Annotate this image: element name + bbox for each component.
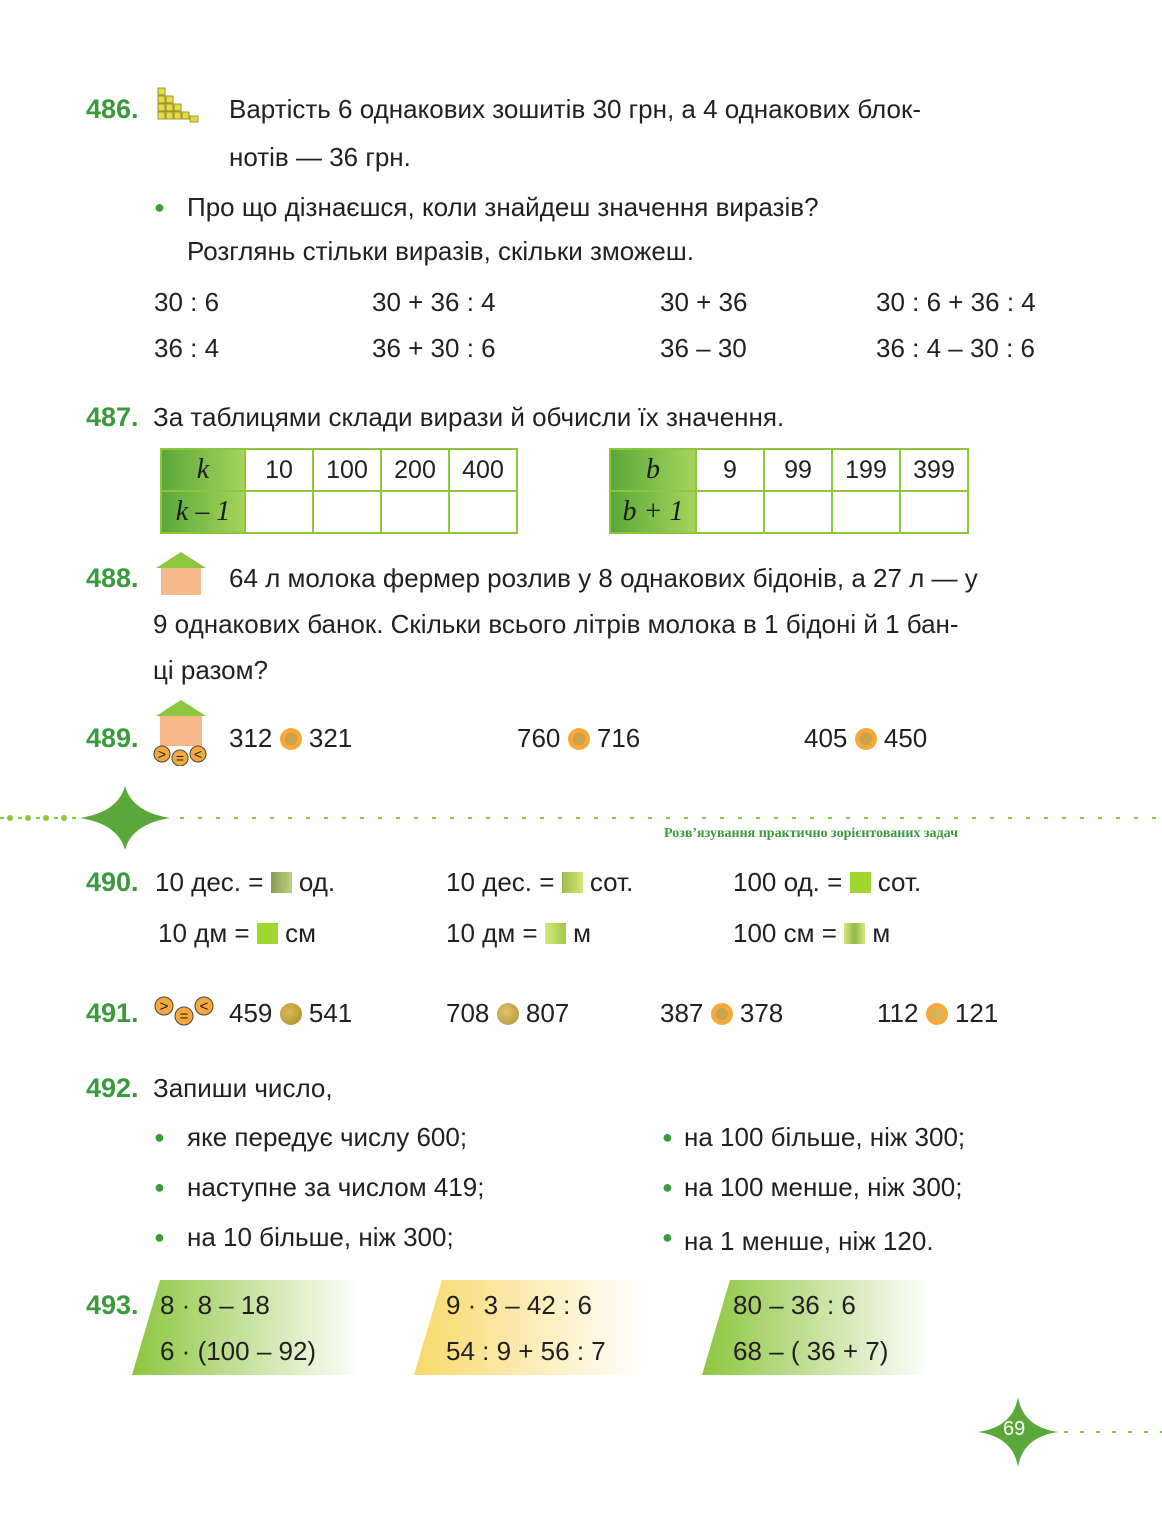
ex486-instruction: Розглянь стільки виразів, скільки зможеш. <box>187 236 694 266</box>
table-header-k: k <box>161 449 245 491</box>
task-item: яке передує числу 600; <box>187 1122 468 1152</box>
exercise-number-487: 487. <box>86 402 139 432</box>
answer-cell[interactable] <box>245 491 313 533</box>
compare-house-icon <box>150 698 212 766</box>
expression: 80 – 36 : 6 <box>733 1290 856 1320</box>
answer-box[interactable] <box>257 923 278 944</box>
task-item: на 10 більше, ніж 300; <box>187 1222 454 1252</box>
table-header-k-minus-1: k – 1 <box>161 491 245 533</box>
ex488-line3: ці разом? <box>153 655 268 685</box>
ex492-text: Запиши число, <box>153 1073 333 1103</box>
bullet-icon: ● <box>662 1227 673 1247</box>
exercise-number-490: 490. <box>86 867 139 897</box>
conversion-item: 10 дес. = од. <box>155 867 336 897</box>
ex486-question: Про що дізнаєшся, коли знайдеш значення виразів? <box>187 192 819 222</box>
expression: 54 : 9 + 56 : 7 <box>446 1336 606 1366</box>
compare-placeholder[interactable] <box>497 1003 519 1025</box>
expression: 30 : 6 + 36 : 4 <box>876 287 1036 317</box>
exercise-number-492: 492. <box>86 1073 139 1103</box>
table-cell: 9 <box>696 449 764 491</box>
table-b <box>609 448 969 534</box>
compare-placeholder[interactable] <box>568 728 590 750</box>
ex487-text: За таблицями склади вирази й обчисли їх значення. <box>153 402 785 432</box>
ex488-line1: 64 л молока фермер розлив у 8 однакових бідонів, а 27 л — у <box>229 563 978 593</box>
task-item: на 1 менше, ніж 120. <box>684 1226 934 1256</box>
conversion-item: 100 см = м <box>733 918 891 948</box>
expression: 9 · 3 – 42 : 6 <box>446 1290 592 1320</box>
expression: 6 · (100 – 92) <box>160 1336 317 1366</box>
comparison-pair: 708 807 <box>446 998 570 1028</box>
expression: 36 : 4 – 30 : 6 <box>876 333 1036 363</box>
exercise-number-489: 489. <box>86 723 139 753</box>
house-icon <box>152 550 210 596</box>
table-cell: 99 <box>764 449 832 491</box>
compare-placeholder[interactable] <box>280 1003 302 1025</box>
answer-box[interactable] <box>844 923 865 944</box>
svg-text:=: = <box>179 1008 189 1025</box>
comparison-pair: 459 541 <box>229 998 353 1028</box>
exercise-number-486: 486. <box>86 94 139 124</box>
answer-cell[interactable] <box>381 491 449 533</box>
task-item: на 100 більше, ніж 300; <box>684 1122 966 1152</box>
task-item: на 100 менше, ніж 300; <box>684 1172 963 1202</box>
bullet-icon: ● <box>154 197 165 217</box>
expression: 30 + 36 : 4 <box>372 287 496 317</box>
expression: 30 : 6 <box>154 287 220 317</box>
expression: 36 – 30 <box>660 333 747 363</box>
page-number: 69 <box>1003 1418 1026 1440</box>
expression: 8 · 8 – 18 <box>160 1290 270 1320</box>
exercise-number-491: 491. <box>86 998 139 1028</box>
table-cell: 10 <box>245 449 313 491</box>
expression: 68 – ( 36 + 7) <box>733 1336 889 1366</box>
exercise-number-493: 493. <box>86 1290 139 1320</box>
bullet-icon: ● <box>662 1177 673 1197</box>
answer-cell[interactable] <box>832 491 900 533</box>
bullet-icon: ● <box>154 1127 165 1147</box>
compare-placeholder[interactable] <box>280 728 302 750</box>
answer-box[interactable] <box>562 872 583 893</box>
answer-cell[interactable] <box>764 491 832 533</box>
table-cell: 100 <box>313 449 381 491</box>
conversion-item: 10 дес. = сот. <box>446 867 634 897</box>
svg-text:<: < <box>193 746 203 762</box>
conversion-item: 100 од. = сот. <box>733 867 922 897</box>
ex486-line1: Вартість 6 однакових зошитів 30 грн, а 4 однакових блок- <box>229 94 921 124</box>
answer-cell[interactable] <box>449 491 517 533</box>
expression: 30 + 36 <box>660 287 748 317</box>
compare-placeholder[interactable] <box>711 1003 733 1025</box>
compare-signs-icon <box>152 992 216 1032</box>
table-k <box>160 448 518 534</box>
comparison-pair: 405 450 <box>804 723 928 753</box>
ex486-line2: нотів — 36 грн. <box>229 142 411 172</box>
task-item: наступне за числом 419; <box>187 1172 485 1202</box>
expression: 36 : 4 <box>154 333 220 363</box>
svg-text:=: = <box>175 750 185 766</box>
conversion-item: 10 дм = см <box>158 918 316 948</box>
bullet-icon: ● <box>154 1177 165 1197</box>
section-divider <box>0 782 1162 852</box>
comparison-pair: 387 378 <box>660 998 784 1028</box>
comparison-pair: 760 716 <box>517 723 641 753</box>
conversion-item: 10 дм = м <box>446 918 591 948</box>
svg-text:>: > <box>157 746 167 762</box>
comparison-pair: 312 321 <box>229 723 353 753</box>
compare-placeholder[interactable] <box>926 1003 948 1025</box>
table-cell: 400 <box>449 449 517 491</box>
ex488-line2: 9 однакових банок. Скільки всього літрів молока в 1 бідоні й 1 бан- <box>153 609 959 639</box>
answer-cell[interactable] <box>696 491 764 533</box>
answer-cell[interactable] <box>313 491 381 533</box>
table-header-b-plus-1: b + 1 <box>610 491 696 533</box>
comparison-pair: 112 121 <box>877 998 999 1028</box>
table-cell: 399 <box>900 449 968 491</box>
table-cell: 199 <box>832 449 900 491</box>
table-cell: 200 <box>381 449 449 491</box>
bullet-icon: ● <box>154 1227 165 1247</box>
table-header-b: b <box>610 449 696 491</box>
answer-box[interactable] <box>850 872 871 893</box>
section-title: Розв’язування практично зорієнтованих задач <box>664 826 958 841</box>
answer-cell[interactable] <box>900 491 968 533</box>
answer-box[interactable] <box>271 872 292 893</box>
compare-placeholder[interactable] <box>855 728 877 750</box>
blocks-icon <box>156 86 202 126</box>
svg-text:>: > <box>159 998 169 1015</box>
exercise-number-488: 488. <box>86 563 139 593</box>
svg-text:<: < <box>199 998 209 1015</box>
answer-box[interactable] <box>545 923 566 944</box>
expression: 36 + 30 : 6 <box>372 333 496 363</box>
bullet-icon: ● <box>662 1127 673 1147</box>
